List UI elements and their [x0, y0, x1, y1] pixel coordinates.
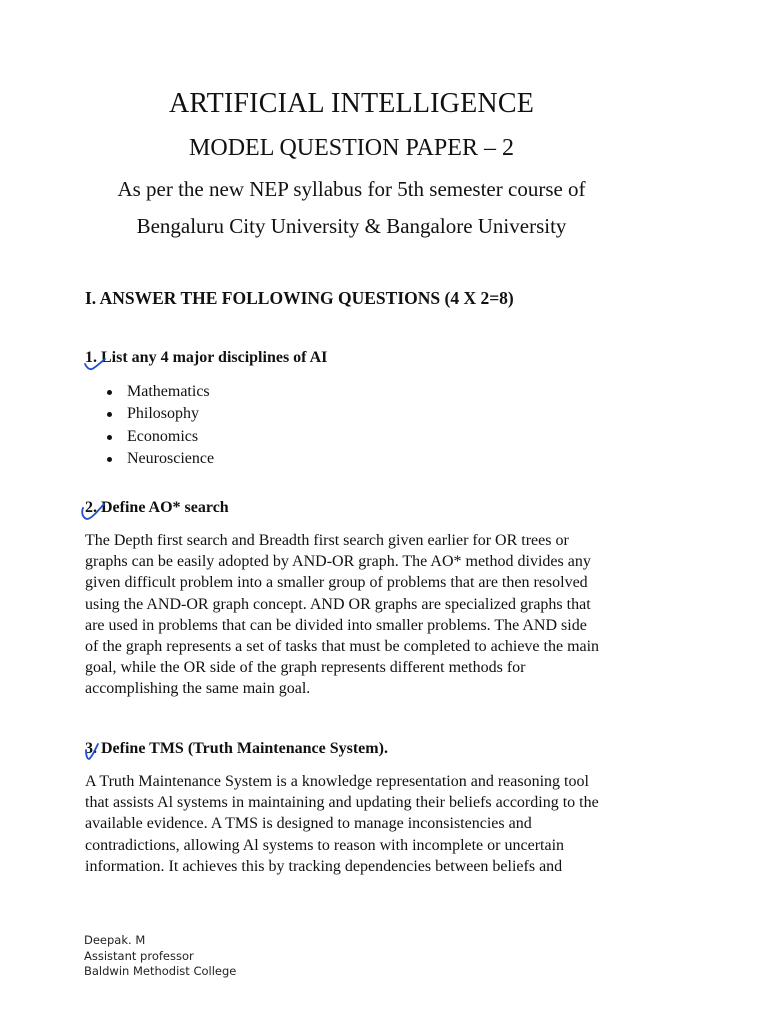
author-college: Baldwin Methodist College — [84, 964, 237, 978]
bullet-icon — [107, 412, 112, 417]
syllabus-line: As per the new NEP syllabus for 5th semester course of — [117, 177, 586, 201]
bullet-icon — [107, 457, 112, 462]
list-item: Neuroscience — [107, 448, 214, 470]
answer-line: that assists Al systems in maintaining and updating their beliefs according to the — [85, 794, 599, 812]
question-3-heading: 3. Define TMS (Truth Maintenance System). — [85, 740, 388, 757]
tick-mark-icon — [80, 502, 106, 522]
paper-subtitle: MODEL QUESTION PAPER – 2 — [189, 135, 514, 161]
university-line: Bengaluru City University & Bangalore University — [136, 214, 567, 238]
question-3-answer — [85, 771, 625, 877]
section-heading: I. ANSWER THE FOLLOWING QUESTIONS (4 X 2=8) — [85, 288, 514, 308]
author-footer — [84, 933, 236, 980]
disciplines-list — [107, 381, 214, 470]
bullet-icon — [107, 435, 112, 440]
author-name: Deepak. M — [84, 933, 146, 947]
question-2-heading: 2. Define AO* search — [85, 499, 229, 516]
answer-line: given difficult problem into a smaller group of problems that are then resolved — [85, 574, 588, 592]
answer-line: are used in problems that can be divided into smaller problems. The AND side — [85, 616, 587, 634]
paper-title: ARTIFICIAL INTELLIGENCE — [168, 88, 535, 119]
author-designation: Assistant professor — [84, 948, 194, 963]
answer-line: information. It achieves this by tracking dependencies between beliefs and — [85, 857, 563, 875]
answer-line: accomplishing the same main goal. — [85, 680, 311, 698]
answer-line: graphs can be easily adopted by AND-OR graph. The AO* method divides any — [85, 553, 591, 571]
list-item: Philosophy — [107, 403, 214, 425]
answer-line: A Truth Maintenance System is a knowledge representation and reasoning tool — [85, 773, 589, 790]
question-1-heading: 1. List any 4 major disciplines of AI — [85, 349, 328, 366]
answer-line: available evidence. A TMS is designed to manage inconsistencies and — [85, 815, 532, 833]
list-item: Economics — [107, 426, 214, 448]
tick-mark-icon — [84, 742, 100, 762]
answer-line: goal, while the OR side of the graph represents different methods for — [85, 659, 526, 677]
answer-line: contradictions, allowing Al systems to reason with incomplete or uncertain — [85, 836, 565, 854]
answer-line: using the AND-OR graph concept. AND OR graphs are specialized graphs that — [85, 595, 591, 613]
tick-mark-icon — [83, 358, 107, 372]
answer-line: The Depth first search and Breadth first search given earlier for OR trees or — [85, 532, 569, 549]
bullet-icon — [107, 390, 112, 395]
answer-line: of the graph represents a set of tasks that must be completed to achieve the main — [85, 638, 600, 656]
question-2-answer — [85, 530, 625, 700]
list-item: Mathematics — [107, 381, 214, 403]
